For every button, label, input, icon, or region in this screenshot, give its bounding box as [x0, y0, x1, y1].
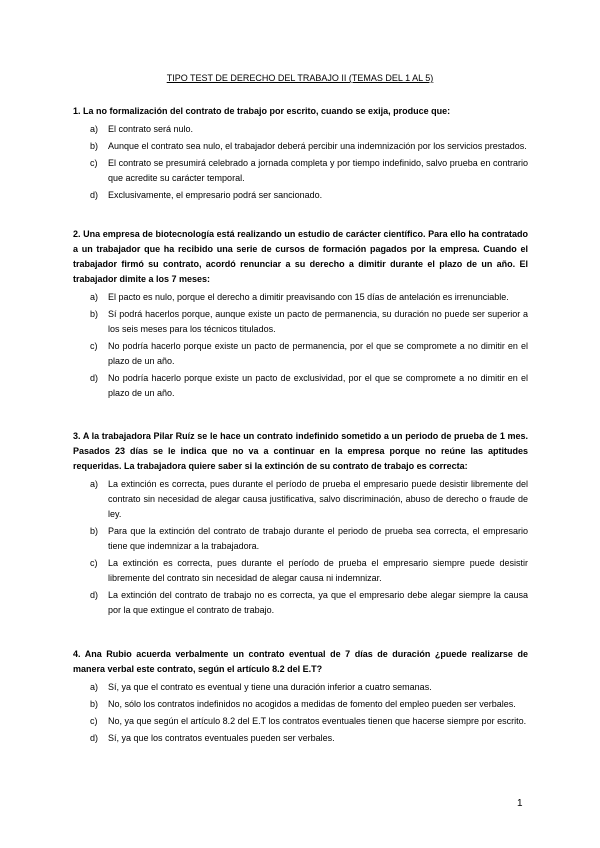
option-c: c) El contrato se presumirá celebrado a jornada completa y por tiempo indefinido, salvo prueba en contrario que acredite su carácter temporal. [90, 158, 528, 183]
option-d: d) Sí, ya que los contratos eventuales pueden ser verbales. [90, 733, 335, 743]
question-2 [73, 227, 528, 403]
question-text: 3. A la trabajadora Pilar Ruíz se le hace un contrato indefinido sometido a un periodo de prueba de 1 mes. Pasados 23 días se le indica que no va a continuar en la empresa porque no reúne las aptitudes requeridas. La trabajadora quiere saber si la extinción de su contrato de trabajo es correcta: [73, 431, 528, 471]
page-number: 1 [517, 798, 523, 809]
options-list [73, 477, 528, 618]
option-b: b) Para que la extinción del contrato de trabajo durante el periodo de prueba sea correcta, el empresario tiene que indemnizar a la trabajadora. [90, 526, 528, 551]
options-list [73, 290, 528, 401]
option-d: d) La extinción del contrato de trabajo no es correcta, ya que el empresario debe alegar siempre la causa por la que extingue el contrato de trabajo. [90, 590, 528, 615]
option-b: b) Aunque el contrato sea nulo, el trabajador deberá percibir una indemnización por los servicios prestados. [90, 141, 527, 151]
question-4 [73, 647, 528, 748]
option-b: b) Sí podrá hacerlos porque, aunque existe un pacto de permanencia, su duración no puede ser superior a los seis meses para los técnicos titulados. [90, 309, 528, 334]
option-b: b) No, sólo los contratos indefinidos no acogidos a medidas de fomento del empleo pueden ser verbales. [90, 699, 516, 709]
option-d: d) Exclusivamente, el empresario podrá ser sancionado. [90, 190, 323, 200]
question-text: 1. La no formalización del contrato de trabajo por escrito, cuando se exija, produce que: [73, 106, 451, 116]
option-a: a) El contrato será nulo. [90, 124, 194, 134]
options-list [73, 680, 528, 746]
question-1 [73, 104, 528, 205]
option-d: d) No podría hacerlo porque existe un pacto de exclusividad, por el que se compromete a no dimitir en el plazo de un año. [90, 373, 528, 398]
question-text: 2. Una empresa de biotecnología está realizando un estudio de carácter científico. Para ello ha contratado a un trabajador que ha recibido una serie de cursos de formación pagados por la empresa. Cuando el trabajador firmó su contrato, acordó renunciar a su derecho a dimitir durante el plazo de un año. El trabajador dimite a los 7 meses: [73, 229, 528, 284]
option-a: a) El pacto es nulo, porque el derecho a dimitir preavisando con 15 días de antelación es irrenunciable. [90, 292, 509, 302]
option-c: c) La extinción es correcta, pues durante el período de prueba el empresario siempre puede desistir libremente del contrato sin necesidad de alegar causa ni indemnizar. [90, 558, 528, 583]
option-c: c) No podría hacerlo porque existe un pacto de permanencia, por el que se compromete a no dimitir en el plazo de un año. [90, 341, 528, 366]
option-a: a) La extinción es correcta, pues durante el período de prueba el empresario puede desistir libremente del contrato sin necesidad de alegar causa justificativa, salvo discriminación, abuso de derecho o fraude de ley. [90, 479, 528, 519]
options-list [73, 122, 528, 203]
document-title: TIPO TEST DE DERECHO DEL TRABAJO II (TEMAS DEL 1 AL 5) [166, 73, 434, 83]
option-a: a) Sí, ya que el contrato es eventual y tiene una duración inferior a cuatro semanas. [90, 682, 432, 692]
question-text: 4. Ana Rubio acuerda verbalmente un contrato eventual de 7 días de duración ¿puede realizarse de manera verbal este contrato, según el artículo 8.2 del E.T? [73, 649, 528, 674]
option-c: c) No, ya que según el artículo 8.2 del E.T los contratos eventuales tienen que hacerse siempre por escrito. [90, 716, 527, 726]
question-3 [73, 429, 528, 620]
